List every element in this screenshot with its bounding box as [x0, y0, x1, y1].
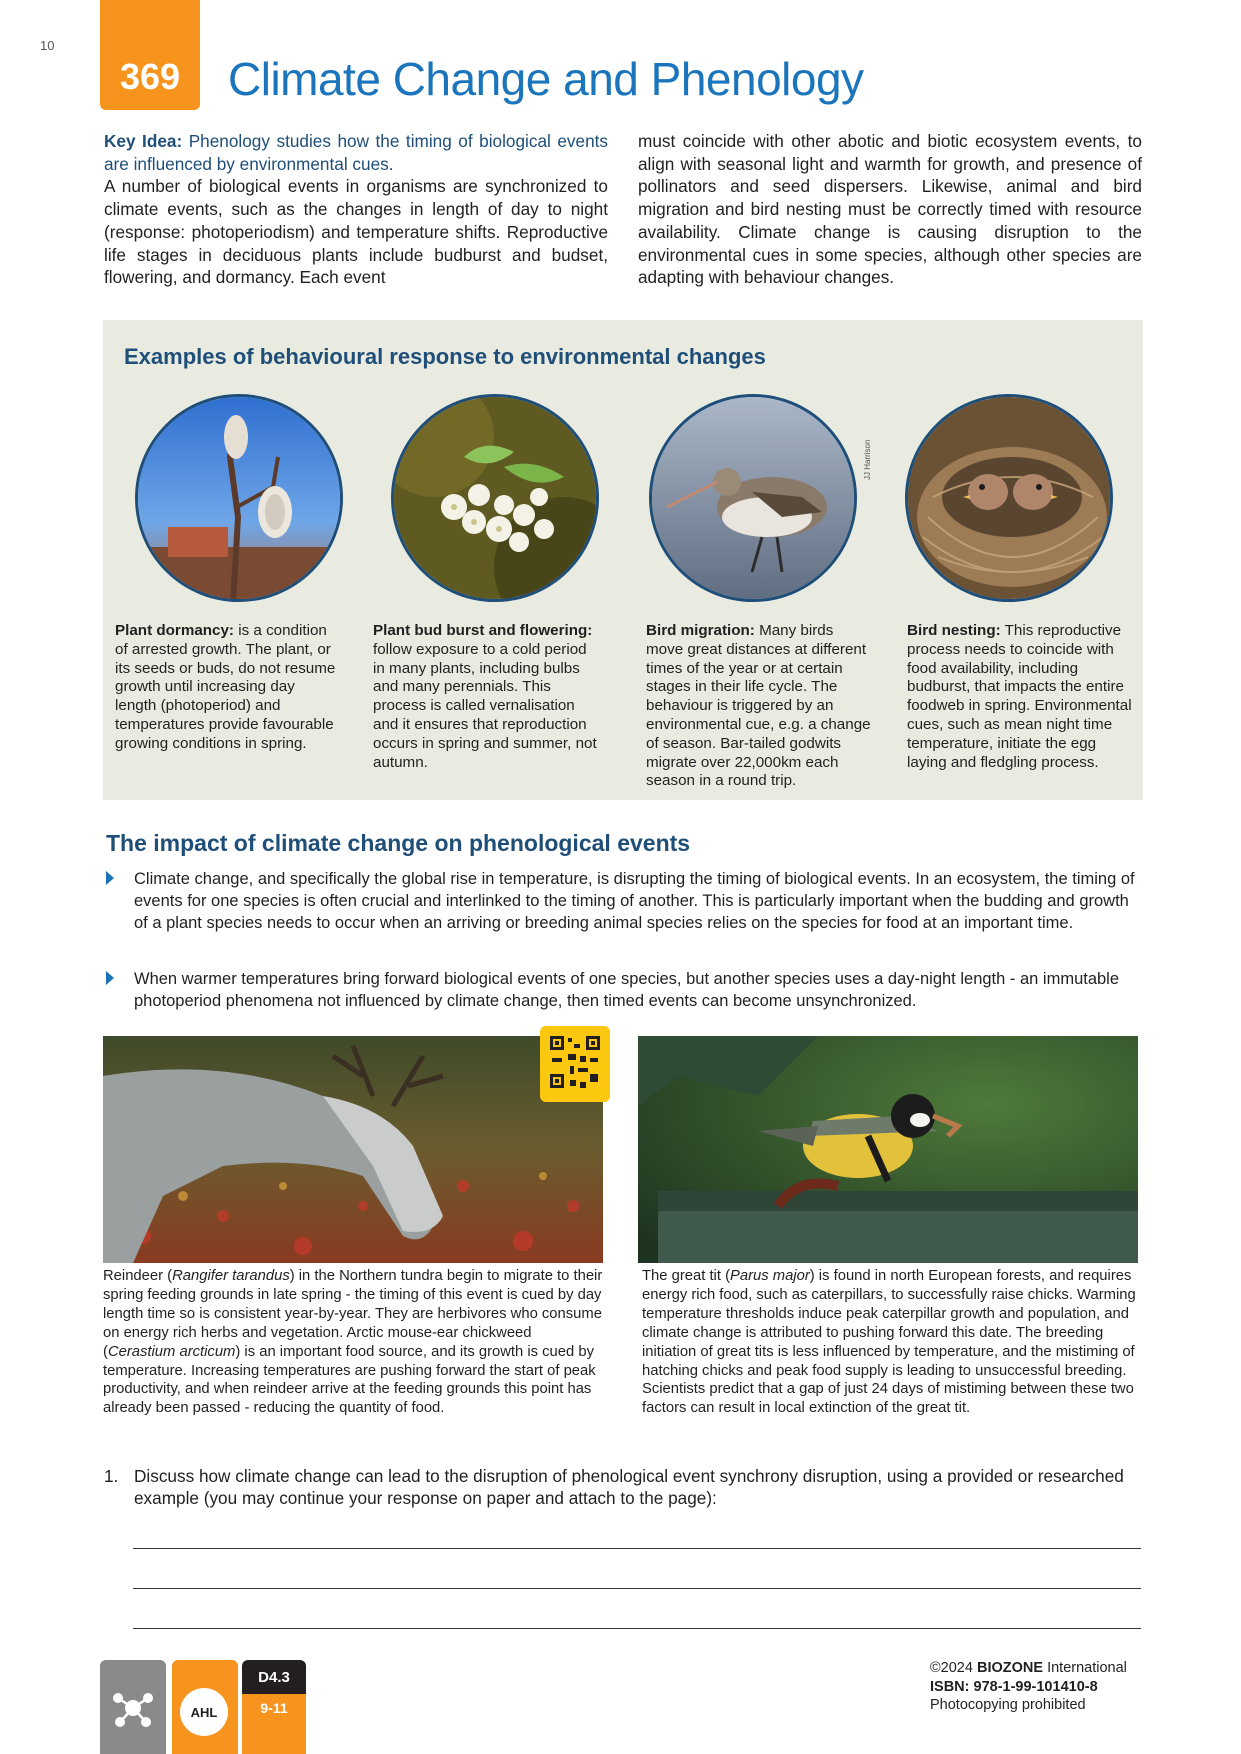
impact-bullet — [106, 868, 1136, 934]
caption-plant-dormancy — [115, 622, 340, 754]
great-tit-photo — [638, 1036, 1138, 1263]
bullet-arrow-icon — [106, 971, 114, 985]
question-number: 1. — [104, 1466, 119, 1486]
molecule-icon — [100, 1660, 166, 1754]
caption-title: Bird nesting: — [907, 622, 1001, 639]
caption-text: is a condition of arrested growth. The plant, or its seeds or buds, do not resume growth until increasing day length (photoperiod) and temperatures provide favourable growing conditions in spring. — [115, 622, 336, 752]
grade-range: 9-11 — [242, 1694, 306, 1754]
question-text: Discuss how climate change can lead to the disruption of phenological event synchrony disruption, using a provided or researched example (you may continue your response on paper and attach to the page): — [134, 1466, 1124, 1508]
examples-panel — [103, 320, 1143, 800]
activity-number-badge: 369 — [100, 0, 200, 110]
page-number: 10 — [40, 38, 55, 53]
bullet-text: When warmer temperatures bring forward biological events of one species, but another species uses a day-night length - an immutable photoperiod phenomena not influenced by climate change, then timed events can become unsynchronized. — [134, 970, 1120, 1010]
caption-text: The great tit ( — [642, 1268, 730, 1284]
theme-tab — [100, 1660, 166, 1754]
intro-right-text: must coincide with other abotic and biotic ecosystem events, to align with seasonal light and warmth for growth, and presence of pollinators and seed dispersers. Likewise, animal and bird migration and bird nesting must be correctly timed with resource availability. Climate change is causing disruption to the environmental cues in some species, although other species are adapting with behaviour changes. — [638, 131, 1142, 288]
ahl-tab — [172, 1660, 238, 1754]
caption-bird-migration — [646, 622, 871, 791]
answer-line[interactable] — [133, 1548, 1141, 1549]
question-1 — [104, 1465, 1144, 1509]
key-idea-text: Phenology studies how the timing of biological events are influenced by environmental cues. — [104, 131, 609, 174]
key-idea-label: Key Idea: — [104, 131, 183, 151]
caption-text: ) is found in north European forests, and requires energy rich food, such as caterpillars, to successfully raise chicks. Warming temperature thresholds induce peak caterpillar growth and population, and climate change is attributed to pushing forward this date. The breeding initiation of great tits is less influenced by temperature, and the mistiming of hatching chicks and peak food supply is leading to unsuccessful breeding. Scientists predict that a gap of just 24 days of mistiming between these two factors can result in local extinction of the great tit. — [642, 1268, 1136, 1417]
bullet-arrow-icon — [106, 871, 114, 885]
copyright-block — [930, 1659, 1127, 1715]
caption-title: Plant dormancy: — [115, 622, 234, 639]
copyright-suffix: International — [1043, 1660, 1127, 1676]
caption-text: Reindeer ( — [103, 1268, 173, 1284]
caption-text: follow exposure to a cold period in many plants, including bulbs and many perennials. This process is called vernalisation and it ensures that reproduction occurs in spring and summer, not autumn. — [373, 640, 597, 771]
great-tit-caption — [642, 1267, 1142, 1418]
answer-line[interactable] — [133, 1628, 1141, 1629]
caption-title: Bird migration: — [646, 622, 755, 639]
species-name: Cerastium arcticum — [107, 1343, 236, 1360]
syllabus-code-tab — [242, 1660, 306, 1754]
bird-nesting-photo — [905, 394, 1113, 602]
species-name: Parus major — [730, 1268, 810, 1284]
page-title: Climate Change and Phenology — [228, 53, 864, 105]
copyright-line — [930, 1659, 1127, 1678]
species-name: Rangifer tarandus — [172, 1268, 290, 1284]
impact-bullet — [106, 968, 1136, 1012]
copyright-brand: BIOZONE — [976, 1660, 1044, 1676]
intro-left-column — [104, 130, 608, 289]
bird-migration-photo — [649, 394, 857, 602]
plant-dormancy-photo — [135, 394, 343, 602]
isbn: ISBN: 978-1-99-101410-8 — [930, 1678, 1098, 1695]
copy-notice: Photocopying prohibited — [930, 1697, 1086, 1713]
ahl-label: AHL — [180, 1688, 228, 1736]
qr-code-icon[interactable] — [540, 1026, 610, 1102]
caption-text: Many birds move great distances at different times of the year or at certain stages in their life cycle. The behaviour is triggered by an environmental cue, e.g. a change of season. Bar-tailed godwits migrate over 22,000km each season in a round trip. — [646, 622, 871, 790]
examples-heading: Examples of behavioural response to environmental changes — [124, 344, 766, 369]
caption-bird-nesting — [907, 622, 1135, 772]
bud-burst-photo — [391, 394, 599, 602]
caption-text: ) in the Northern tundra begin to migrate to their spring feeding grounds in late spring - the timing of this event is cued by day length time so is consistent year-by-year. They are herbivores who consume on energy rich herbs and vegetation. Arctic mouse-ear chickweed ( — [103, 1268, 603, 1360]
intro-left-text: A number of biological events in organisms are synchronized to climate events, such as the changes in length of day to night (response: photoperiodism) and temperature shifts. Reproductive life stages in deciduous plants include budburst and budset, flowering, and dormancy. Each event — [104, 176, 608, 288]
caption-bud-burst — [373, 622, 598, 772]
answer-line[interactable] — [133, 1588, 1141, 1589]
caption-text: ) is an important food source, and its growth is cued by temperature. Increasing temperatures are pushing forward the start of peak productivity, and when reindeer arrive at the feeding grounds this point has already been passed - reducing the quantity of food. — [103, 1343, 596, 1417]
bullet-text: Climate change, and specifically the global rise in temperature, is disrupting the timing of biological events. In an ecosystem, the timing of events for one species is often crucial and interlinked to the timing of another. This is particularly important when the budding and growth of a plant species needs to occur when an arriving or breeding animal species relies on the species for food at an important time. — [134, 870, 1135, 932]
syllabus-code: D4.3 — [242, 1660, 306, 1694]
photo-credit: JJ Harrison — [863, 439, 872, 480]
reindeer-photo — [103, 1036, 603, 1263]
reindeer-caption — [103, 1267, 603, 1418]
impact-heading: The impact of climate change on phenological events — [106, 830, 691, 856]
copyright-prefix: ©2024 — [930, 1660, 977, 1676]
caption-text: This reproductive process needs to coincide with food availability, including budburst, that impacts the entire foodweb in spring. Environmental cues, such as mean night time temperature, initiate the egg laying and fledgling process. — [907, 622, 1132, 771]
caption-title: Plant bud burst and flowering: — [373, 622, 593, 639]
